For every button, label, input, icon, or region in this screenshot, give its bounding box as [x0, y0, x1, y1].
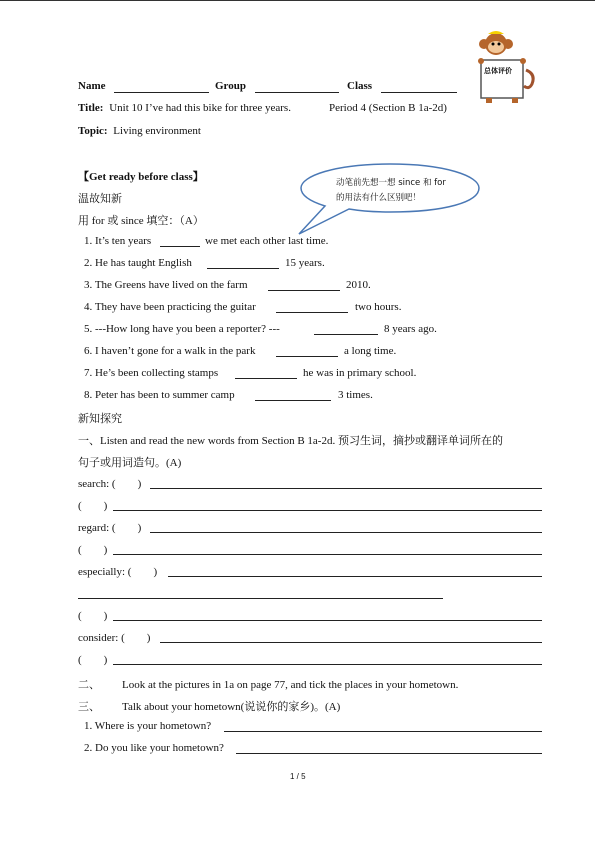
- answer-blank[interactable]: [255, 400, 331, 401]
- title-text: Unit 10 I’ve had this bike for three years.: [109, 102, 291, 114]
- group-label: Group: [215, 80, 246, 92]
- answer-line[interactable]: [224, 731, 542, 732]
- exercise-item-tail: we met each other last time.: [205, 235, 329, 247]
- task3: 三、 Talk about your hometown(说说你的家乡)。(A): [78, 701, 341, 713]
- class-field[interactable]: [381, 92, 457, 93]
- writing-line[interactable]: [168, 576, 542, 577]
- exercise-item: 1. It’s ten years: [84, 235, 152, 247]
- word-row: ( ): [78, 654, 108, 666]
- name-label: Name: [78, 80, 106, 92]
- callout-line2: 的用法有什么区别吧！: [336, 193, 422, 203]
- title-line: [78, 102, 291, 114]
- answer-blank[interactable]: [276, 312, 348, 313]
- word-row: ( ): [78, 500, 108, 512]
- answer-blank[interactable]: [276, 356, 338, 357]
- answer-blank[interactable]: [160, 246, 200, 247]
- exercise-item: 3. The Greens have lived on the farm: [84, 279, 248, 291]
- writing-line[interactable]: [150, 532, 542, 533]
- title-label: Title:: [78, 102, 104, 114]
- writing-line[interactable]: [78, 598, 443, 599]
- word-row: ( ): [78, 610, 108, 622]
- answer-blank[interactable]: [235, 378, 297, 379]
- word-search: search: ( ): [78, 478, 142, 490]
- section-heading-ready: 【Get ready before class】: [78, 171, 204, 183]
- exercise-item-tail: two hours.: [355, 301, 402, 313]
- answer-line[interactable]: [236, 753, 542, 754]
- task1-line2: 句子或用词造句。(A): [78, 457, 182, 469]
- question-2: 2. Do you like your hometown?: [84, 742, 224, 754]
- evaluation-badge: [474, 30, 536, 108]
- exercise-item-tail: 3 times.: [338, 389, 373, 401]
- question-1: 1. Where is your hometown?: [84, 720, 212, 732]
- review-heading: 温故知新: [78, 192, 122, 205]
- exercise-item-tail: 15 years.: [285, 257, 325, 269]
- task1-line1: 一、Listen and read the new words from Section B 1a-2d. 预习生词，摘抄或翻译单词所在的: [78, 435, 503, 447]
- exercise-item-tail: he was in primary school.: [303, 367, 417, 379]
- exercise-item-tail: 2010.: [346, 279, 371, 291]
- answer-blank[interactable]: [268, 290, 340, 291]
- task2: 二、 Look at the pictures in 1a on page 77, and tick the places in your hometown.: [78, 679, 459, 691]
- exercise-item: 6. I haven’t gone for a walk in the park: [84, 345, 256, 357]
- class-label: Class: [347, 80, 373, 92]
- exercise-item-tail: a long time.: [344, 345, 397, 357]
- fill-instruction: 用 for 或 since 填空：（A）: [78, 215, 204, 227]
- writing-line[interactable]: [113, 664, 542, 665]
- name-field[interactable]: [114, 92, 209, 93]
- exercise-item-tail: 8 years ago.: [384, 323, 437, 335]
- exercise-item: 2. He has taught English: [84, 257, 192, 269]
- exercise-item: 8. Peter has been to summer camp: [84, 389, 235, 401]
- top-rule: [0, 0, 595, 1]
- writing-line[interactable]: [113, 554, 542, 555]
- exercise-item: 7. He’s been collecting stamps: [84, 367, 219, 379]
- answer-blank[interactable]: [207, 268, 279, 269]
- callout-line1: 动笔前先想一想 since 和 for: [336, 178, 446, 188]
- writing-line[interactable]: [160, 642, 542, 643]
- badge-label: 总体评价: [484, 67, 512, 75]
- page-number: 1 / 5: [290, 772, 306, 781]
- answer-blank[interactable]: [314, 334, 378, 335]
- topic-text: Living environment: [113, 125, 201, 137]
- writing-line[interactable]: [113, 510, 542, 511]
- period-text: Period 4 (Section B 1a-2d): [329, 102, 447, 114]
- topic-line: [78, 125, 201, 137]
- section-heading-new: 新知探究: [78, 412, 122, 425]
- writing-line[interactable]: [150, 488, 542, 489]
- word-especially: especially: ( ): [78, 566, 158, 578]
- writing-line[interactable]: [113, 620, 542, 621]
- word-consider: consider: ( ): [78, 632, 151, 644]
- exercise-item: 5. ---How long have you been a reporter? ---: [84, 323, 280, 335]
- exercise-item: 4. They have been practicing the guitar: [84, 301, 256, 313]
- word-regard: regard: ( ): [78, 522, 142, 534]
- group-field[interactable]: [255, 92, 339, 93]
- topic-label: Topic:: [78, 125, 108, 137]
- word-row: ( ): [78, 544, 108, 556]
